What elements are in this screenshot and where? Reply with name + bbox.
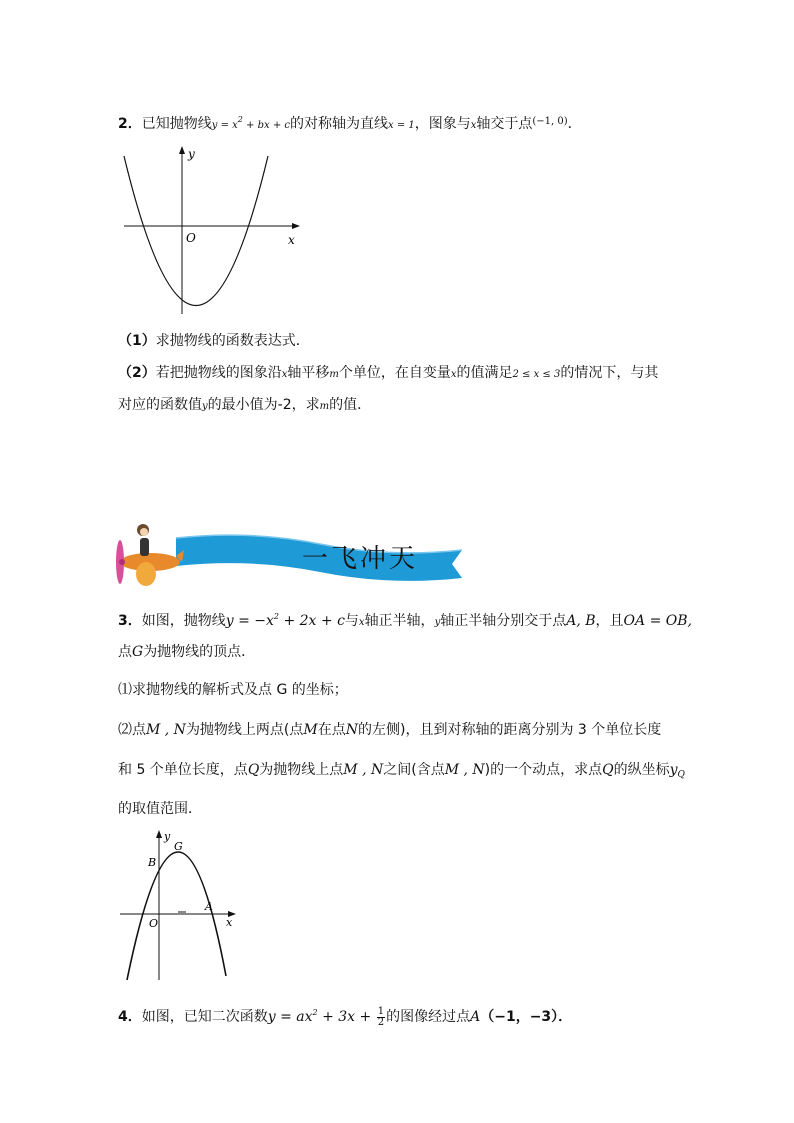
q4-number: 4． [118, 1009, 142, 1025]
q3-part1: ⑴求抛物线的解析式及点 G 的坐标； [118, 682, 348, 698]
q2-x-label: x [288, 233, 295, 247]
q2-y-axis-arrow [179, 146, 185, 154]
airplane-icon [110, 516, 190, 588]
q2-parabola-curve [124, 156, 268, 306]
banner-title: 一飞冲天 [302, 544, 419, 574]
q2-x-axis-arrow [292, 223, 300, 229]
q3-y-axis-arrow [156, 830, 162, 838]
q2-equation: $y = x^2$ + bx + c [211, 115, 290, 131]
q2-part2-line1: （2）若把抛物线的图象沿x轴平移m个单位，在自变量x的值满足2 ≤ x ≤ 3的情况下，与其 [118, 365, 659, 381]
q3-label-B: B [148, 856, 157, 869]
q2-line1: 2．已知抛物线$y = x^2$ + bx + c的对称轴为直线x = 1，图象与x轴交于点$^{(-1, 0)}$． [118, 115, 582, 132]
q2-part2-line2: 对应的函数值y的最小值为-2，求m的值． [118, 397, 372, 413]
q4-fraction: $\frac{1}{2}$ [377, 1005, 385, 1028]
q2-point: (−1, 0) [532, 116, 568, 127]
q3-parabola-curve [127, 852, 226, 980]
q3-equation: $y = -x^2 + 2x + c$ [225, 612, 345, 629]
q4-line1: 4．如图，已知二次函数$y = ax^2 + 3x$ + $\frac{1}{2}$ 的图像经过点A（−1，−3）． [118, 1005, 573, 1028]
q2-y-label: y [188, 147, 195, 161]
q3-label-y: y [164, 830, 171, 843]
q3-part2-line3: 的取值范围． [118, 801, 202, 817]
banner [110, 516, 470, 588]
q3-parabola-graph [114, 826, 244, 986]
q2-part1: （1）求抛物线的函数表达式． [118, 333, 310, 349]
q3-line2: 点G为抛物线的顶点． [118, 644, 256, 660]
q2-parabola-graph [118, 140, 308, 320]
q3-part2-line1: ⑵点M , N为抛物线上两点(点M在点N的左侧)，且到对称轴的距离分别为 3 个单位长度 [118, 722, 662, 738]
q3-line1: 3．如图，抛物线$y = -x^2 + 2x + c$与x轴正半轴，y轴正半轴分别交于点A, B，且OA = OB, [118, 612, 692, 629]
q3-label-G: G [174, 840, 183, 853]
q2-origin-label: O [186, 231, 196, 245]
q3-label-O: O [149, 917, 159, 930]
q3-part2-line2: 和 5 个单位长度，点Q为抛物线上点M , N之间(含点M , N)的一个动点，求点Q的纵坐标$y_Q$ [118, 762, 685, 780]
q3-number: 3． [118, 613, 142, 629]
q3-label-A: A [205, 900, 213, 913]
q3-label-x: x [226, 916, 233, 929]
q4-equation: $y = ax^2 + 3x$ + [267, 1008, 376, 1025]
q2-number: 2． [118, 116, 142, 132]
